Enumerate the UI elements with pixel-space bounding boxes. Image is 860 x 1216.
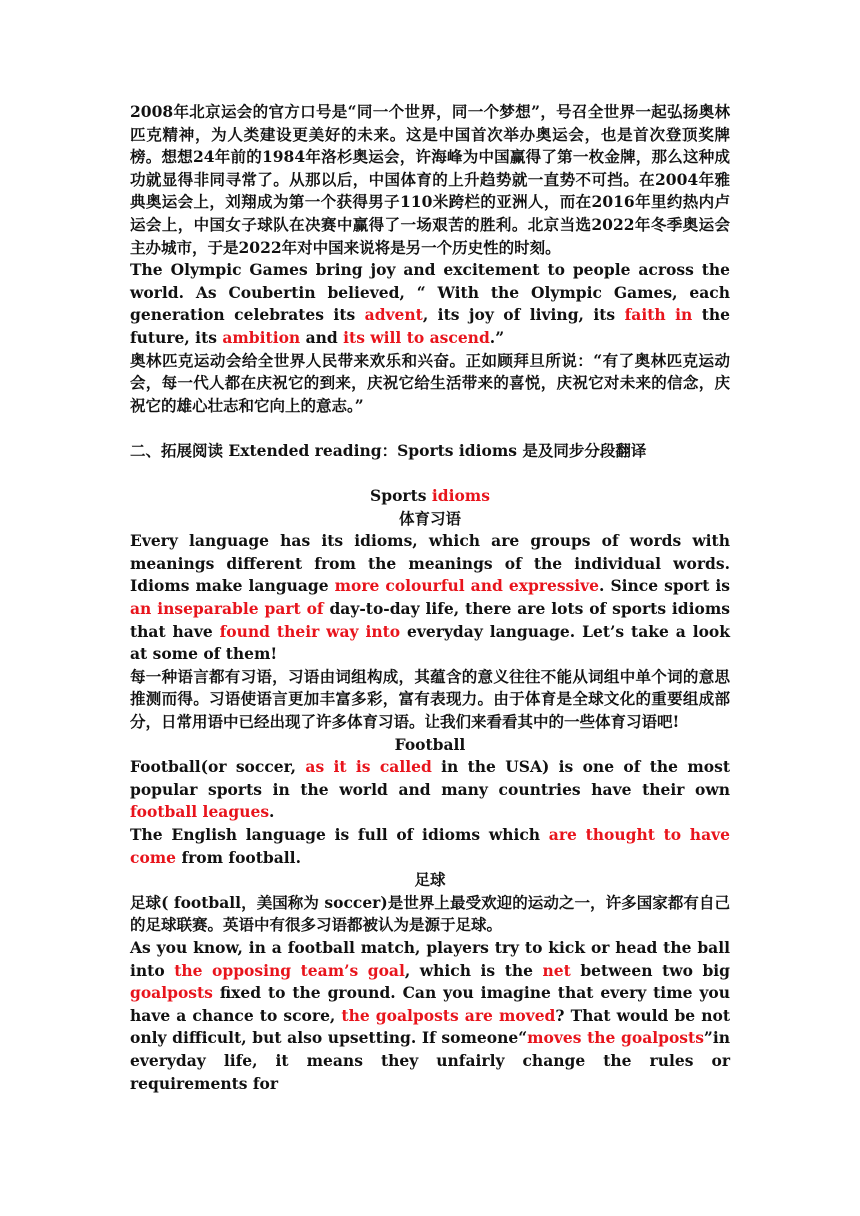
highlight-phrase: are thought to have come: [130, 825, 730, 867]
text-run: .”: [489, 327, 505, 347]
section-heading: 二、拓展阅读 Extended reading：Sports idioms 是及同步分段翻译: [130, 440, 647, 460]
text-run: everyday language. Let’s take a look at some of them!: [130, 621, 730, 664]
highlight-phrase: net: [542, 960, 571, 980]
subheading-football: Football: [394, 734, 466, 754]
highlight-phrase: advent: [364, 305, 423, 325]
article-title-cn: 体育习语: [398, 508, 461, 528]
highlight-phrase: ambition: [222, 327, 301, 347]
paragraph-idioms-intro-en: [130, 530, 730, 666]
text-run: in the USA) is one of the most popular sports in the world and many countries have their own: [130, 757, 730, 799]
text-run: between two big: [570, 960, 731, 980]
highlight-phrase: faith in: [624, 305, 693, 325]
text-run: , which is the: [404, 960, 543, 980]
highlight-phrase: moves the goalposts: [527, 1028, 704, 1048]
text-run: The Olympic Games bring joy and excitement to people across the world. As Coubertin believed, “ With the Olympic Games, each generation celebrates its: [130, 260, 730, 325]
paragraph-football-en: [130, 756, 730, 824]
text-run: As you know, in a football match, players try to kick or head the ball into: [130, 937, 730, 980]
text-run: from football.: [176, 847, 301, 867]
highlight-phrase: goalposts: [130, 983, 213, 1003]
highlight-phrase: an inseparable part of: [130, 599, 324, 619]
highlight-phrase: found their way into: [219, 621, 401, 641]
spacer: [130, 417, 730, 440]
text-run: ? That would be not only difficult, but also upsetting. If someone“: [130, 1005, 730, 1048]
text-run: Every language has its idioms, which are groups of words with meanings different from the meanings of the individual words. Idioms make language: [130, 531, 730, 596]
text-run: day-to-day life, there are lots of sports idioms that have: [130, 599, 730, 641]
text-run: The English language is full of idioms which: [130, 825, 549, 844]
title-highlight: idioms: [431, 486, 490, 506]
highlight-phrase: its will to ascend: [343, 327, 490, 347]
paragraph-olympic-quote-en: [130, 259, 730, 349]
document-page: [130, 101, 730, 1095]
text-run: .: [269, 802, 275, 822]
spacer: [130, 463, 730, 486]
highlight-phrase: the goalposts are moved: [341, 1005, 556, 1025]
text-run: the future, its: [130, 305, 730, 347]
text-run: and: [300, 327, 344, 347]
text-run: Football(or soccer,: [130, 757, 306, 777]
paragraph-football-idioms-en: [130, 824, 730, 869]
text-run: , its joy of living, its: [422, 305, 625, 325]
highlight-phrase: football leagues: [130, 802, 270, 822]
paragraph-football-cn: 足球( football，美国称为 soccer)是世界上最受欢迎的运动之一，许多国家都有自己的足球联赛。英语中有很多习语都被认为是源于足球。: [130, 892, 730, 935]
highlight-phrase: as it is called: [305, 757, 432, 777]
article-title: [130, 485, 730, 508]
paragraph-goalposts-en: [130, 937, 730, 1095]
paragraph-olympic-quote-cn: 奥林匹克运动会给全世界人民带来欢乐和兴奋。正如顾拜旦所说：“有了奥林匹克运动会，每一代人都在庆祝它的到来，庆祝它给生活带来的喜悦，庆祝它对未来的信念，庆祝它的雄心壮志和它向上的意志。”: [130, 350, 730, 415]
highlight-phrase: the opposing team’s goal: [174, 960, 405, 980]
text-run: ”in everyday life, it means they unfairly change the rules or requirements for: [130, 1028, 730, 1093]
text-run: . Since sport is: [599, 576, 730, 596]
highlight-phrase: more colourful and expressive: [334, 576, 600, 596]
paragraph-idioms-intro-cn: 每一种语言都有习语，习语由词组构成，其蕴含的意义往往不能从词组中单个词的意思推测而得。习语使语言更加丰富多彩，富有表现力。由于体育是全球文化的重要组成部分，日常用语中已经出现了许多体育习语。让我们来看看其中的一些体育习语吧!: [130, 666, 730, 732]
subheading-football-cn: 足球: [414, 870, 446, 890]
text-run: fixed to the ground. Can you imagine that every time you have a chance to score,: [130, 983, 730, 1025]
title-text: Sports: [370, 486, 432, 506]
paragraph-olympic-history-cn: 2008年北京运会的官方口号是“同一个世界，同一个梦想”，号召全世界一起弘扬奥林匹克精神，为人类建设更美好的未来。这是中国首次举办奥运会，也是首次登顶奖牌榜。想想24年前的1984年洛杉奥运会，许海峰为中国赢得了第一枚金牌，那么这种成功就显得非同寻常了。从那以后，中国体育的上升趋势就一直势不可挡。在2004年雅典奥运会上，刘翔成为第一个获得男子110米跨栏的亚洲人，而在2016年里约热内卢运会上，中国女子球队在决赛中赢得了一场艰苦的胜利。北京当选2022年冬季奥运会主办城市，于是2022年对中国来说将是另一个历史性的时刻。: [130, 102, 730, 257]
